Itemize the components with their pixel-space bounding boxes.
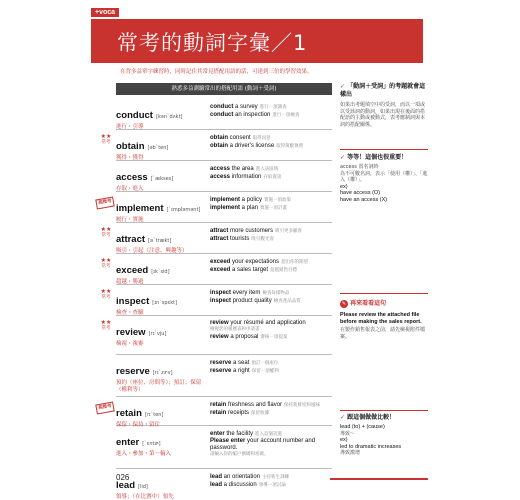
note-line: access 當名詞時: [340, 164, 379, 170]
collocation-list: [210, 196, 332, 212]
vocab-word: lead: [116, 480, 136, 491]
collocation-translation: 吸引觀光客: [251, 236, 274, 241]
star-icon: [99, 227, 113, 239]
compare-phrase: lead (to) + (cause): [340, 424, 385, 430]
collocation-translation: 保留收據: [251, 410, 270, 415]
vocab-meaning: 預約（座位、房間等）；預訂；保留（權利等）: [116, 380, 202, 393]
table-rows: [97, 99, 332, 500]
collocation-object: freshness and flavor: [226, 402, 283, 408]
collocation-object: your résumé and application: [228, 320, 306, 326]
collocation-translation: 保留一項權利: [251, 368, 279, 373]
note-example-correct: have access (O): [340, 190, 381, 196]
vocab-meaning: 進行・引導: [116, 124, 144, 130]
compare-example: led to dramatic increases: [340, 443, 402, 450]
table-row: [100, 254, 332, 285]
collocation-verb: obtain: [210, 135, 228, 141]
collocation-table: [97, 83, 332, 500]
note-marker-icon: ✓: [340, 414, 346, 421]
compare-meaning: 導致～: [340, 430, 356, 437]
footer-rule: [330, 478, 428, 480]
collocation: [210, 173, 332, 181]
collocation-verb: lead: [210, 474, 223, 480]
divider: [340, 149, 428, 150]
collocation-translation: 請輸入你的帳戶號碼和密碼。: [210, 452, 269, 457]
vocab-ipa: [`ɛntɚ]: [142, 441, 161, 447]
table-row: [116, 99, 332, 130]
collocation: [210, 266, 332, 274]
example-badge-icon: ✎: [341, 301, 347, 307]
star-icon: [99, 134, 113, 146]
intro-text: 在背多益單字練習時，同時記住其常見搭配用語的話，可達到三倍的學習效果。: [120, 69, 313, 75]
collocation: [210, 367, 332, 375]
vocab-meaning: 進入・參加・第～輸入: [116, 451, 172, 457]
note-marker-icon: ✓: [340, 154, 346, 161]
collocation-verb: attract: [210, 228, 229, 234]
collocation-list: [210, 165, 332, 181]
collocation: [210, 258, 332, 266]
collocation-object: a right: [231, 368, 250, 374]
vocab-word: exceed: [116, 265, 149, 276]
collocation-object: information: [230, 174, 262, 180]
note-body: 如果出考題填空中的受詞，而以一項或以受該詞的動詞，如果出現在後面的搭配語的主動或被動式，表考應制詞與本詞的搭配關係。: [340, 102, 426, 128]
note-example-label: ex): [340, 183, 348, 190]
collocation-object: a seat: [231, 360, 250, 366]
vocab-entry: [116, 227, 208, 255]
collocation-translation: 實施一項政策: [264, 197, 292, 202]
collocation-list: [210, 134, 332, 150]
divider: [340, 410, 428, 411]
collocation-object: a survey: [233, 104, 258, 110]
collocation-object: a driver's license: [228, 143, 275, 149]
vocab-word: obtain: [116, 141, 145, 152]
vocab-ipa: [ɪn`spɛkt]: [152, 300, 178, 306]
collocation-object: your account number and password.: [210, 438, 316, 451]
vocab-word: implement: [116, 203, 164, 214]
collocation-object: consent: [228, 135, 251, 141]
star-label: 常考: [101, 264, 111, 269]
collocation-verb: conduct: [210, 104, 234, 110]
table-row: [100, 130, 332, 161]
collocation-translation: 取得駕駛執照: [276, 143, 304, 148]
star-icon: [99, 258, 113, 270]
collocation: [210, 111, 332, 119]
stamp-icon: 高頻考: [95, 402, 114, 415]
note-heading: 等等！這個也很重要！: [347, 154, 408, 161]
collocation-translation: 領導一項討論: [258, 482, 286, 487]
sidebar-note-exam: [340, 83, 428, 128]
sidebar-note-important: [340, 154, 428, 203]
collocation-translation: 超越銷售目標: [270, 267, 298, 272]
collocation-translation: 進入這個設施: [255, 431, 283, 436]
collocation-verb: obtain: [210, 143, 228, 149]
vocab-word: conduct: [116, 110, 153, 121]
collocation: [210, 473, 332, 481]
vocab-entry: [116, 320, 208, 348]
collocation-list: [210, 473, 332, 489]
collocation-verb: access: [210, 174, 231, 180]
vocab-meaning: 檢視・複審: [116, 341, 144, 347]
collocation-verb: Please enter: [210, 438, 246, 444]
vocab-meaning: 獲得・獲得: [116, 155, 144, 161]
stamp-icon: 高頻考: [95, 197, 114, 210]
collocation-translation: 進行一項調查: [259, 104, 287, 109]
collocation-translation: 超出你的期望: [281, 259, 309, 264]
collocation-object: a policy: [240, 197, 263, 203]
star-glyph: ★★: [100, 257, 112, 264]
star-glyph: ★★: [100, 133, 112, 140]
collocation: [210, 430, 332, 438]
collocation-translation: 吸引更多顧客: [275, 228, 303, 233]
collocation: [210, 103, 332, 111]
vocab-entry: [116, 258, 208, 286]
table-row: [116, 426, 332, 469]
vocab-ipa: [rɪ`vju]: [148, 331, 167, 337]
example-heading: 再來看看這句: [350, 300, 387, 307]
compare-example-label: ex): [340, 437, 348, 443]
vocab-ipa: [rɪ`ten]: [144, 412, 164, 418]
collocation-translation: 取得同意: [252, 135, 271, 140]
collocation-list: [210, 320, 332, 341]
table-row: [116, 161, 332, 192]
vocab-meaning: 存取・進入: [116, 186, 144, 192]
collocation-verb: retain: [210, 410, 227, 416]
vocab-ipa: [rɪ`zɝv]: [152, 370, 173, 376]
vocab-meaning: 履行・實施: [116, 217, 144, 223]
vocab-meaning: 保留・保持・留住: [116, 422, 161, 428]
collocation-translation: 主持新生訓練: [262, 474, 290, 479]
note-heading: 「動詞＋受詞」的考題就會這樣出: [340, 83, 426, 98]
vocab-meaning: 檢查・查驗: [116, 310, 144, 316]
collocation-list: [210, 258, 332, 274]
collocation: [210, 196, 332, 204]
collocation-translation: 保持新鮮度和風味: [284, 402, 321, 407]
collocation-translation: 審核一項提案: [260, 334, 288, 339]
vocab-entry: [116, 359, 208, 394]
vocab-ipa: [lid]: [138, 484, 148, 490]
vocab-meaning: 領導；（在比賽中）領先: [116, 494, 174, 500]
star-label: 常考: [101, 233, 111, 238]
collocation-object: a sales target: [230, 267, 269, 273]
collocation-object: every item: [231, 290, 261, 296]
sidebar-example-box: [340, 298, 428, 340]
vocab-entry: [116, 165, 208, 193]
collocation: [210, 409, 332, 417]
vocab-ipa: [ɪk`sid]: [151, 269, 170, 275]
collocation: [210, 359, 332, 367]
collocation-verb: exceed: [210, 259, 231, 265]
compare-example-meaning: 導致激增: [340, 450, 361, 456]
collocation-verb: implement: [210, 205, 241, 211]
star-glyph: ★★: [100, 226, 112, 233]
collocation-object: your expectations: [230, 259, 280, 265]
collocation: [210, 333, 332, 341]
star-icon: [99, 320, 113, 332]
vocab-word: retain: [116, 408, 142, 419]
collocation-object: the facility: [224, 431, 254, 437]
star-label: 常考: [101, 140, 111, 145]
example-translation: 在製作銷售報表之前，請先檢視附件檔案。: [340, 327, 426, 340]
star-icon: [99, 289, 113, 301]
vocab-ipa: [kən`dʌkt]: [155, 114, 183, 120]
divider: [340, 293, 428, 294]
collocation-verb: lead: [210, 482, 223, 488]
voca-tag: +voca: [91, 8, 119, 17]
page-title: 常考的動詞字彙／1: [117, 31, 308, 55]
collocation-list: [210, 430, 332, 458]
collocation: [210, 235, 332, 243]
table-row: [100, 223, 332, 254]
collocation-list: [210, 289, 332, 305]
collocation-list: [210, 359, 332, 375]
collocation-list: [210, 401, 332, 417]
sidebar-note-compare: [340, 414, 428, 457]
star-label: 常考: [101, 326, 111, 331]
collocation-translation: 預訂一個座位: [251, 360, 279, 365]
collocation-translation: 檢查每樣物品: [262, 290, 290, 295]
collocation: [210, 401, 332, 409]
vocab-ipa: [`ɪmpləmənt]: [166, 207, 201, 213]
vocab-ipa: [`ækses]: [150, 176, 174, 182]
collocation-translation: 檢視您的履歷表和申請書: [210, 327, 260, 332]
collocation-verb: reserve: [210, 360, 232, 366]
table-row: [97, 192, 332, 223]
collocation-verb: implement: [210, 197, 241, 203]
collocation-translation: 存取資訊: [263, 174, 282, 179]
table-header: 熟悉多益測驗常出的搭配用語 (動詞＋受詞): [116, 83, 332, 95]
collocation: [210, 438, 332, 452]
collocation-object: more customers: [228, 228, 274, 234]
star-glyph: ★★: [100, 288, 112, 295]
vocab-word: access: [116, 172, 148, 183]
collocation-object: an orientation: [222, 474, 261, 480]
vocab-word: review: [116, 327, 146, 338]
vocab-ipa: [ə`trækt]: [148, 238, 172, 244]
vocab-ipa: [əb`ten]: [147, 145, 169, 151]
example-sentence: Please review the attached file before making the sales report.: [340, 312, 422, 325]
collocation-translation: 實施一項計畫: [260, 205, 288, 210]
collocation-verb: enter: [210, 431, 225, 437]
collocation: [210, 165, 332, 173]
vocab-word: enter: [116, 437, 140, 448]
collocation-object: a plan: [240, 205, 259, 211]
page-number: 026: [116, 473, 130, 482]
collocation-list: [210, 227, 332, 243]
collocation-verb: conduct: [210, 112, 234, 118]
vocab-word: attract: [116, 234, 146, 245]
collocation-verb: retain: [210, 402, 227, 408]
table-row: [100, 285, 332, 316]
vocab-word: reserve: [116, 366, 150, 377]
vocab-entry: [116, 401, 208, 429]
collocation-object: a proposal: [228, 334, 259, 340]
note-marker-icon: ✓: [340, 83, 346, 90]
vocab-entry: [116, 103, 208, 131]
collocation-verb: attract: [210, 236, 229, 242]
table-row: [97, 397, 332, 428]
collocation-verb: review: [210, 320, 229, 326]
collocation-object: tourists: [228, 236, 250, 242]
table-row: [116, 469, 332, 500]
collocation-object: product quality: [231, 298, 272, 304]
collocation-object: the area: [230, 166, 254, 172]
collocation: [210, 297, 332, 305]
collocation-verb: reserve: [210, 368, 232, 374]
collocation-verb: inspect: [210, 298, 232, 304]
title-bar: [91, 19, 423, 63]
collocation-object: receipts: [226, 410, 250, 416]
vocab-entry: [116, 473, 208, 500]
vocab-entry: [116, 430, 208, 458]
collocation: [210, 289, 332, 297]
collocation-verb: exceed: [210, 267, 231, 273]
vocab-meaning: 超越・勝過: [116, 279, 144, 285]
collocation: [210, 134, 332, 142]
collocation: [210, 320, 332, 327]
collocation: [210, 142, 332, 150]
collocation: [210, 481, 332, 489]
note-heading: 跟這個做做比較！: [347, 414, 396, 421]
note-line: 為不可數名詞，表示「使用（權）」、「進入（權）」。: [340, 170, 428, 183]
collocation-verb: access: [210, 166, 231, 172]
vocab-entry: [116, 289, 208, 317]
vocab-entry: [116, 134, 208, 162]
collocation-list: [210, 103, 332, 119]
collocation-object: a discussion: [222, 482, 257, 488]
star-glyph: ★★: [100, 319, 112, 326]
vocab-entry: [116, 196, 208, 224]
star-label: 常考: [101, 295, 111, 300]
collocation-object: an inspection: [233, 112, 271, 118]
note-example-wrong: have an access (X): [340, 196, 388, 203]
collocation-verb: inspect: [210, 290, 232, 296]
collocation-translation: 進行一項檢查: [272, 112, 300, 117]
collocation-translation: 進入該區域: [255, 166, 279, 171]
collocation: [210, 227, 332, 235]
vocab-word: inspect: [116, 296, 150, 307]
collocation: [210, 204, 332, 212]
table-row: [116, 355, 332, 397]
collocation-translation: 檢查產品品質: [273, 298, 301, 303]
collocation-verb: review: [210, 334, 229, 340]
vocab-meaning: 吸引・引起（注意、興趣等）: [116, 248, 188, 254]
table-row: [100, 316, 332, 355]
